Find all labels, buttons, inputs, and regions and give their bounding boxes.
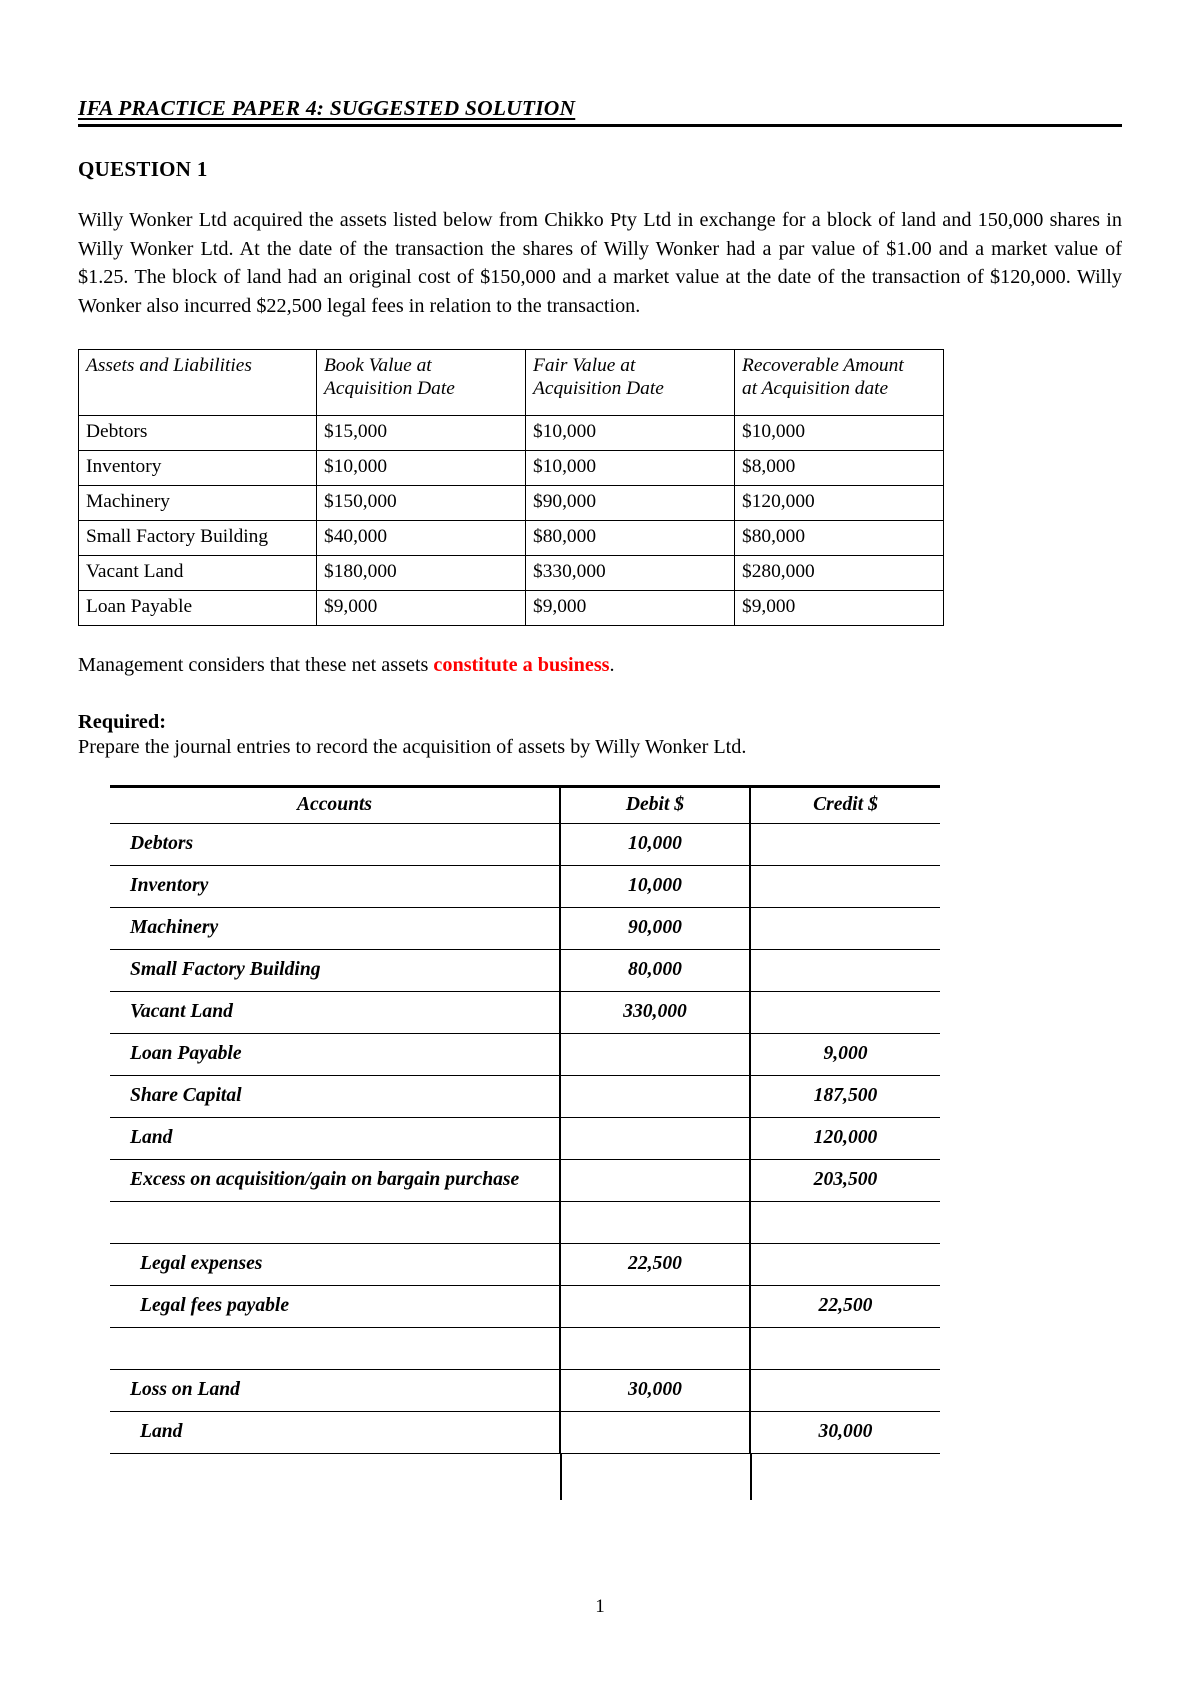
journal-entries-section	[110, 785, 940, 1500]
journal-header-credit: Credit $	[750, 786, 940, 823]
assets-cell-fair: $10,000	[526, 450, 735, 485]
statement-suffix: .	[609, 653, 615, 676]
table-row	[79, 555, 944, 590]
journal-account: Legal fees payable	[110, 1285, 560, 1327]
journal-debit: 330,000	[560, 991, 750, 1033]
table-row	[79, 485, 944, 520]
journal-credit	[750, 949, 940, 991]
journal-debit: 22,500	[560, 1243, 750, 1285]
assets-table-body	[79, 415, 944, 625]
question-title: QUESTION 1	[78, 157, 208, 181]
journal-debit	[560, 1075, 750, 1117]
journal-debit	[560, 1285, 750, 1327]
journal-account	[110, 1201, 560, 1243]
page-number: 1	[595, 1596, 605, 1617]
assets-header-cell-recoverable	[735, 349, 944, 415]
journal-account: Share Capital	[110, 1075, 560, 1117]
assets-header-recoverable-line2: at Acquisition date	[742, 378, 889, 400]
journal-credit	[750, 1369, 940, 1411]
header-divider	[78, 124, 1122, 127]
assets-cell-recoverable: $8,000	[735, 450, 944, 485]
journal-header-accounts: Accounts	[110, 786, 560, 823]
journal-credit	[750, 1201, 940, 1243]
table-row	[110, 1369, 940, 1411]
journal-credit: 9,000	[750, 1033, 940, 1075]
statement-prefix: Management considers that these net assets	[78, 653, 434, 676]
assets-cell-item: Vacant Land	[79, 555, 317, 590]
business-statement	[78, 654, 1122, 677]
journal-credit: 22,500	[750, 1285, 940, 1327]
assets-header-fair-line2: Acquisition Date	[533, 378, 664, 400]
assets-table-header-row	[79, 349, 944, 415]
journal-credit	[750, 865, 940, 907]
table-row	[110, 1075, 940, 1117]
table-row	[79, 520, 944, 555]
journal-credit: 187,500	[750, 1075, 940, 1117]
journal-debit	[560, 1411, 750, 1453]
journal-account: Excess on acquisition/gain on bargain purchase	[110, 1159, 560, 1201]
journal-debit	[560, 1201, 750, 1243]
assets-header-book-line1: Book Value at	[324, 354, 432, 376]
intro-paragraph: Willy Wonker Ltd acquired the assets listed below from Chikko Pty Ltd in exchange for a block of land and 150,000 shares in Willy Wonker Ltd. At the date of the transaction the shares of Willy Wonker had a par value of $1.00 and a market value of $1.25. The block of land had an original cost of $150,000 and a market value at the date of the transaction of $120,000. Willy Wonker also incurred $22,500 legal fees in relation to the transaction.	[78, 209, 1122, 318]
journal-header-debit: Debit $	[560, 786, 750, 823]
assets-cell-fair: $9,000	[526, 590, 735, 625]
assets-cell-book: $10,000	[317, 450, 526, 485]
assets-header-cell-item	[79, 349, 317, 415]
journal-credit	[750, 823, 940, 865]
journal-entries-table	[110, 785, 940, 1454]
required-text: Prepare the journal entries to record the acquisition of assets by Willy Wonker Ltd.	[78, 735, 747, 758]
journal-account: Land	[110, 1411, 560, 1453]
table-row	[110, 1243, 940, 1285]
journal-account: Machinery	[110, 907, 560, 949]
journal-credit	[750, 1243, 940, 1285]
journal-account: Small Factory Building	[110, 949, 560, 991]
journal-account: Debtors	[110, 823, 560, 865]
journal-account: Loss on Land	[110, 1369, 560, 1411]
assets-header-fair-line1: Fair Value at	[533, 354, 636, 376]
required-label: Required:	[78, 710, 166, 733]
journal-credit: 203,500	[750, 1159, 940, 1201]
journal-account: Land	[110, 1117, 560, 1159]
assets-cell-book: $180,000	[317, 555, 526, 590]
journal-credit	[750, 1327, 940, 1369]
assets-header-cell-book	[317, 349, 526, 415]
journal-debit: 10,000	[560, 823, 750, 865]
journal-debit	[560, 1033, 750, 1075]
assets-cell-recoverable: $80,000	[735, 520, 944, 555]
table-row	[79, 590, 944, 625]
journal-header-row	[110, 786, 940, 823]
assets-cell-recoverable: $120,000	[735, 485, 944, 520]
assets-cell-item: Machinery	[79, 485, 317, 520]
table-row	[110, 865, 940, 907]
assets-cell-item: Loan Payable	[79, 590, 317, 625]
assets-cell-item: Small Factory Building	[79, 520, 317, 555]
journal-table-tail	[110, 1454, 940, 1500]
table-row	[110, 1285, 940, 1327]
assets-cell-book: $15,000	[317, 415, 526, 450]
assets-header-item-line1: Assets and Liabilities	[86, 354, 252, 376]
journal-account: Legal expenses	[110, 1243, 560, 1285]
journal-debit: 80,000	[560, 949, 750, 991]
table-row	[110, 949, 940, 991]
table-row	[79, 450, 944, 485]
table-row	[110, 823, 940, 865]
journal-account: Vacant Land	[110, 991, 560, 1033]
assets-cell-fair: $80,000	[526, 520, 735, 555]
statement-emphasis-red: constitute a business	[433, 653, 610, 676]
assets-cell-recoverable: $280,000	[735, 555, 944, 590]
journal-account	[110, 1327, 560, 1369]
table-row	[110, 1159, 940, 1201]
table-row-spacer	[110, 1201, 940, 1243]
assets-cell-book: $9,000	[317, 590, 526, 625]
assets-cell-fair: $330,000	[526, 555, 735, 590]
journal-debit	[560, 1159, 750, 1201]
journal-debit	[560, 1327, 750, 1369]
table-row	[110, 907, 940, 949]
journal-credit: 120,000	[750, 1117, 940, 1159]
journal-tail-rule-debit	[560, 1454, 562, 1500]
journal-account: Loan Payable	[110, 1033, 560, 1075]
journal-account: Inventory	[110, 865, 560, 907]
table-row	[110, 991, 940, 1033]
journal-tail-rule-credit	[750, 1454, 752, 1500]
assets-cell-item: Inventory	[79, 450, 317, 485]
journal-credit	[750, 907, 940, 949]
document-header-title: IFA PRACTICE PAPER 4: SUGGESTED SOLUTION	[78, 96, 576, 120]
assets-cell-fair: $90,000	[526, 485, 735, 520]
journal-credit: 30,000	[750, 1411, 940, 1453]
table-row-spacer	[110, 1327, 940, 1369]
journal-debit: 30,000	[560, 1369, 750, 1411]
assets-cell-recoverable: $10,000	[735, 415, 944, 450]
assets-header-recoverable-line1: Recoverable Amount	[742, 354, 904, 376]
assets-cell-book: $150,000	[317, 485, 526, 520]
table-row	[110, 1411, 940, 1453]
journal-debit: 90,000	[560, 907, 750, 949]
journal-credit	[750, 991, 940, 1033]
table-row	[79, 415, 944, 450]
assets-and-liabilities-table	[78, 349, 944, 626]
assets-header-book-line2: Acquisition Date	[324, 378, 455, 400]
assets-cell-fair: $10,000	[526, 415, 735, 450]
assets-cell-item: Debtors	[79, 415, 317, 450]
assets-cell-book: $40,000	[317, 520, 526, 555]
table-row	[110, 1033, 940, 1075]
assets-header-cell-fair	[526, 349, 735, 415]
journal-debit	[560, 1117, 750, 1159]
table-row	[110, 1117, 940, 1159]
journal-debit: 10,000	[560, 865, 750, 907]
assets-cell-recoverable: $9,000	[735, 590, 944, 625]
